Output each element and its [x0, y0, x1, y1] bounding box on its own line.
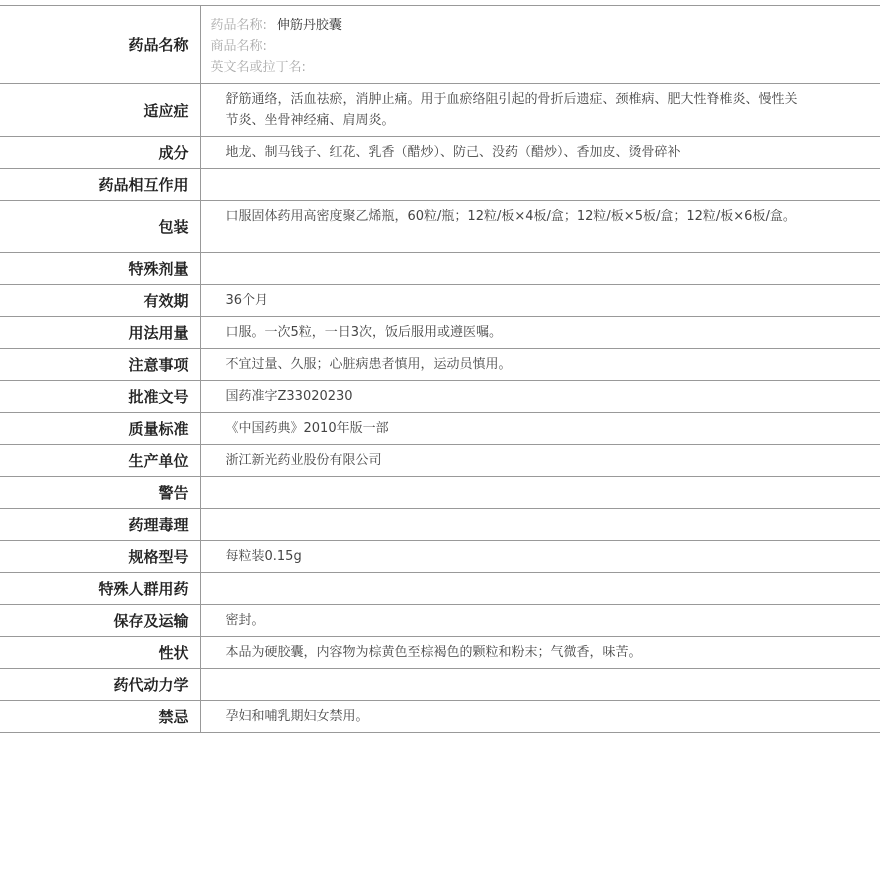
names-cell — [200, 6, 880, 84]
row-special-populations — [0, 573, 880, 605]
row-label: 适应症 — [0, 84, 200, 137]
row-label: 特殊剂量 — [0, 253, 200, 285]
row-value: 舒筋通络，活血祛瘀，消肿止痛。用于血瘀络阻引起的骨折后遗症、颈椎病、肥大性脊椎炎、慢性关节炎、坐骨神经痛、肩周炎。 — [200, 84, 880, 137]
row-label: 用法用量 — [0, 317, 200, 349]
row-label: 保存及运输 — [0, 605, 200, 637]
row-interactions — [0, 169, 880, 201]
trade-name-line — [211, 36, 880, 57]
row-quality-standard — [0, 413, 880, 445]
generic-name-key: 药品名称: — [210, 18, 267, 33]
row-approval-number — [0, 381, 880, 413]
row-manufacturer — [0, 445, 880, 477]
row-warning — [0, 477, 880, 509]
row-value: 浙江新光药业股份有限公司 — [200, 445, 880, 477]
row-value — [200, 509, 880, 541]
row-label: 生产单位 — [0, 445, 200, 477]
english-name-key: 英文名或拉丁名: — [210, 60, 306, 75]
row-label: 特殊人群用药 — [0, 573, 200, 605]
row-label: 批准文号 — [0, 381, 200, 413]
row-value — [200, 253, 880, 285]
row-label: 有效期 — [0, 285, 200, 317]
row-label: 药品名称 — [0, 6, 200, 84]
row-value: 口服。一次5粒，一日3次，饭后服用或遵医嘱。 — [200, 317, 880, 349]
english-name-line — [211, 57, 880, 78]
row-specification — [0, 541, 880, 573]
row-pharmacokinetics — [0, 669, 880, 701]
row-shelf-life — [0, 285, 880, 317]
row-value: 每粒装0.15g — [200, 541, 880, 573]
row-label: 成分 — [0, 137, 200, 169]
row-label: 质量标准 — [0, 413, 200, 445]
row-label: 包装 — [0, 201, 200, 253]
row-value — [200, 169, 880, 201]
row-value — [200, 477, 880, 509]
row-value: 国药准字Z33020230 — [200, 381, 880, 413]
row-value: 不宜过量、久服；心脏病患者慎用，运动员慎用。 — [200, 349, 880, 381]
row-value: 本品为硬胶囊，内容物为棕黄色至棕褐色的颗粒和粉末；气微香，味苦。 — [200, 637, 880, 669]
row-contraindications — [0, 701, 880, 733]
row-description — [0, 637, 880, 669]
row-value: 《中国药典》2010年版一部 — [200, 413, 880, 445]
row-label: 性状 — [0, 637, 200, 669]
trade-name-key: 商品名称: — [210, 39, 267, 54]
row-indications — [0, 84, 880, 137]
row-ingredients — [0, 137, 880, 169]
row-value: 口服固体药用高密度聚乙烯瓶，60粒/瓶；12粒/板×4板/盒；12粒/板×5板/盒；12粒/板×6板/盒。 — [200, 201, 880, 253]
row-drug-names — [0, 6, 880, 84]
row-label: 警告 — [0, 477, 200, 509]
row-label: 禁忌 — [0, 701, 200, 733]
row-label: 药理毒理 — [0, 509, 200, 541]
generic-name-value: 伸筋丹胶囊 — [276, 18, 342, 33]
row-dosage — [0, 317, 880, 349]
row-value: 孕妇和哺乳期妇女禁用。 — [200, 701, 880, 733]
row-label: 注意事项 — [0, 349, 200, 381]
drug-info-table — [0, 5, 880, 733]
row-value: 地龙、制马钱子、红花、乳香（醋炒）、防己、没药（醋炒）、香加皮、烫骨碎补 — [200, 137, 880, 169]
row-value — [200, 669, 880, 701]
row-storage — [0, 605, 880, 637]
row-special-dosage — [0, 253, 880, 285]
row-pharmacology — [0, 509, 880, 541]
generic-name-line — [211, 15, 880, 36]
row-label: 规格型号 — [0, 541, 200, 573]
row-label: 药代动力学 — [0, 669, 200, 701]
row-value: 36个月 — [200, 285, 880, 317]
row-value: 密封。 — [200, 605, 880, 637]
row-precautions — [0, 349, 880, 381]
row-value — [200, 573, 880, 605]
row-label: 药品相互作用 — [0, 169, 200, 201]
row-packaging — [0, 201, 880, 253]
